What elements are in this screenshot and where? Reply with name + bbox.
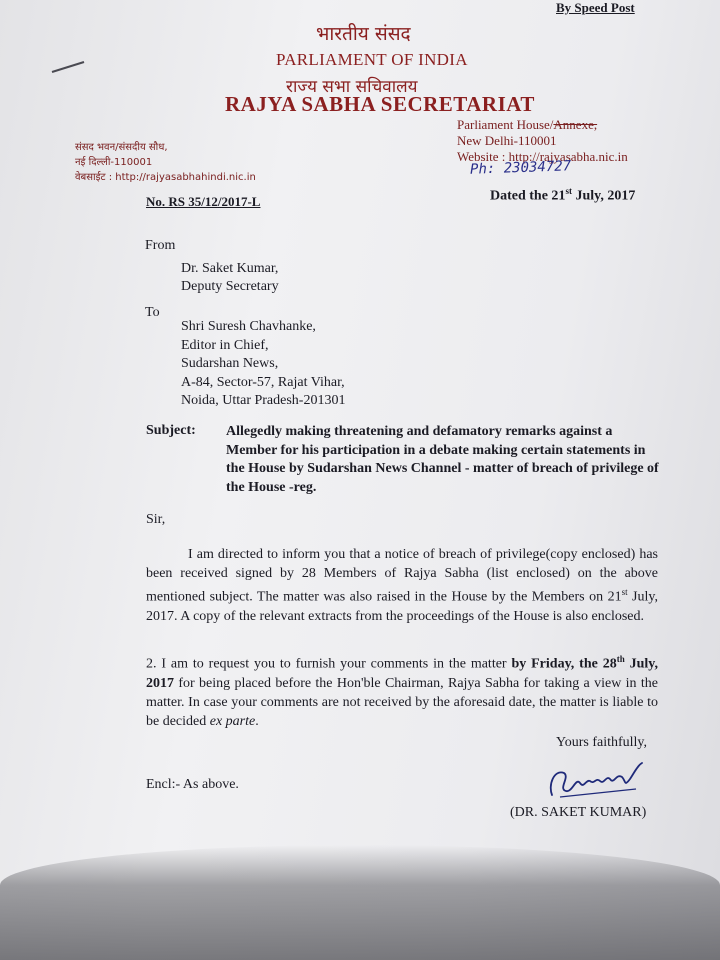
sender-designation: Deputy Secretary	[181, 279, 279, 294]
closing: Yours faithfully,	[556, 735, 648, 750]
dispatch-mode: By Speed Post	[556, 0, 635, 15]
recipient-line: Editor in Chief,	[181, 337, 269, 353]
header-hindi-secretariat: राज्य सभा सचिवालय	[286, 77, 418, 97]
paragraph-1: I am directed to inform you that a notice of breach of privilege(copy enclosed) has been received signed by 28 Members of Rajya Sabha (list enclosed) on the above mentioned subject. The matter was also raised in the House by the Members on 21st July, 2017. A copy of the relevant extracts from the proceedings of the House is also enclosed.	[146, 547, 658, 624]
recipient-block	[181, 318, 345, 411]
right-address-line3: Website : http://rajyasabha.nic.in	[457, 149, 628, 164]
recipient-line: Sudarshan News,	[181, 356, 279, 371]
right-address-line2: New Delhi-110001	[457, 133, 557, 148]
sender-block	[181, 260, 279, 296]
left-address-line3: वेबसाईट : http://rajyasabhahindi.nic.in	[75, 172, 256, 183]
signature	[540, 755, 650, 805]
header-english-secretariat: RAJYA SABHA SECRETARIAT	[225, 92, 535, 116]
recipient-line: Noida, Uttar Pradesh-201301	[181, 393, 346, 408]
paragraph-2: 2. I am to request you to furnish your comments in the matter by Friday, the 28th July, 2017 for being placed before the Hon'ble Chairman, Rajya Sabha for taking a view in the matter. In case your comments are not received by the aforesaid date, the matter is liable to be decided ex parte.	[146, 654, 659, 729]
recipient-line: A-84, Sector-57, Rajat Vihar,	[181, 374, 345, 390]
signatory-name: (DR. SAKET KUMAR)	[510, 805, 647, 820]
left-address	[75, 140, 256, 185]
photo-shadow	[0, 845, 720, 960]
subject-text: Allegedly making threatening and defamatory remarks against a Member for his participation in a debate making certain statements in the House by Sudarshan News Channel - matter of breach of privilege of the House -reg.	[226, 424, 659, 495]
from-label: From	[145, 238, 176, 253]
recipient-line: Shri Suresh Chavhanke,	[181, 319, 316, 334]
left-address-line1: संसद भवन/संसदीय सौध,	[75, 142, 168, 153]
reference-number: No. RS 35/12/2017-L	[146, 194, 261, 209]
subject-label: Subject:	[146, 423, 196, 438]
salutation: Sir,	[146, 512, 166, 527]
to-label: To	[145, 305, 160, 320]
handwritten-phone: Ph: 23034727	[469, 158, 572, 178]
sender-name: Dr. Saket Kumar,	[181, 261, 279, 276]
right-address-struck: Annexe,	[553, 117, 598, 132]
left-address-line2: नई दिल्ली-110001	[75, 157, 153, 168]
letter-date: Dated the 21st July, 2017	[490, 186, 636, 204]
enclosure-note: Encl:- As above.	[146, 777, 239, 792]
header-english-parliament: PARLIAMENT OF INDIA	[276, 50, 468, 69]
right-address-line1: Parliament House/	[457, 117, 554, 132]
right-address	[457, 117, 628, 165]
staple-mark	[50, 60, 86, 74]
header-hindi-parliament: भारतीय संसद	[316, 23, 411, 45]
